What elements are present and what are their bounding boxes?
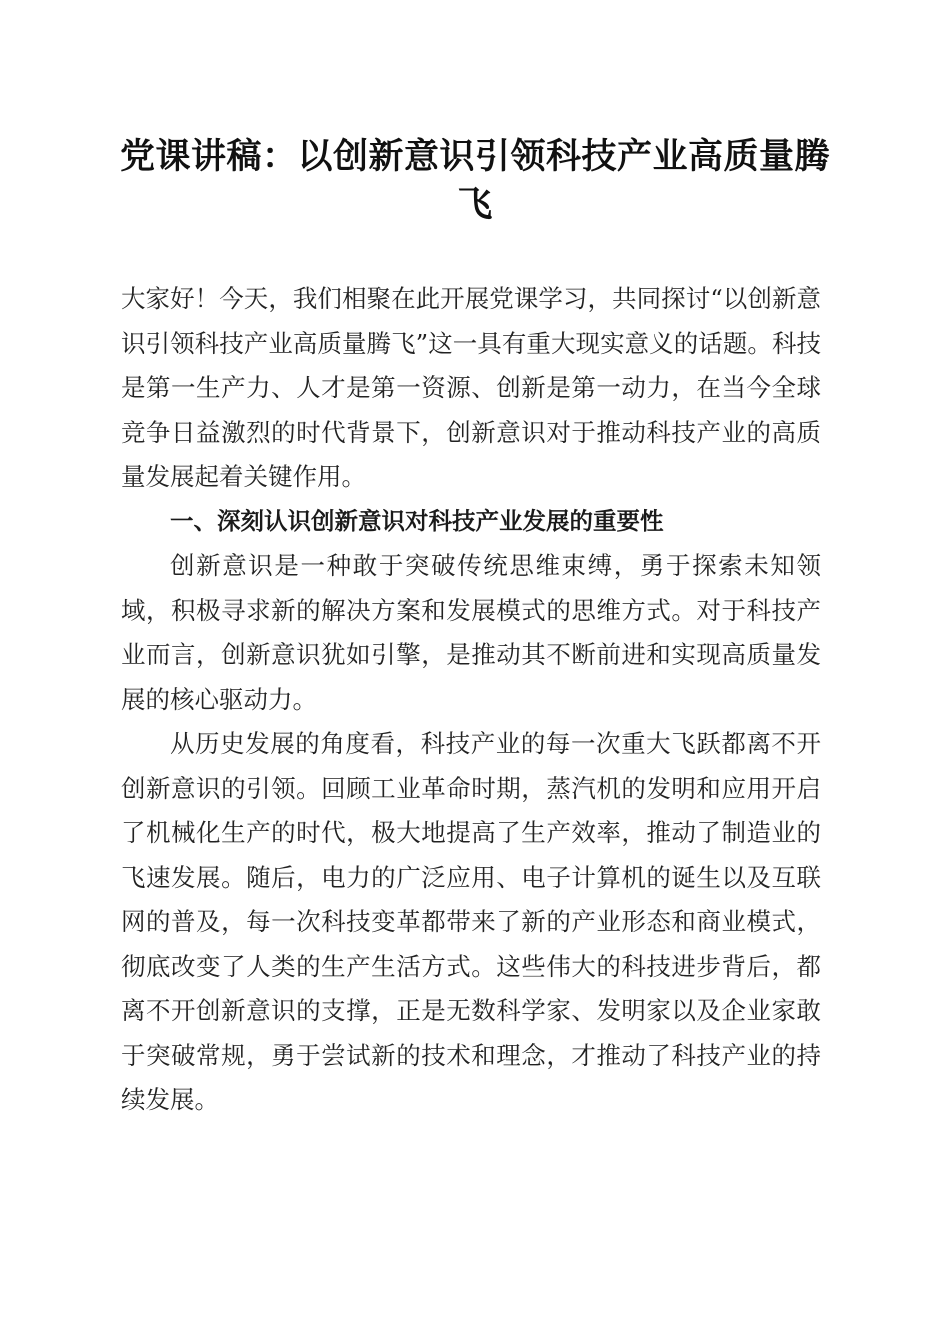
document-title: 党课讲稿：以创新意识引领科技产业高质量腾飞	[119, 136, 830, 225]
section-heading: 一、深刻认识创新意识对科技产业发展的重要性	[170, 507, 664, 535]
intro-paragraph: 大家好！今天，我们相聚在此开展党课学习，共同探讨“以创新意识引领科技产业高质量腾飞”这一具有重大现实意义的话题。科技是第一生产力、人才是第一资源、创新是第一动力，在当今全球竞争日益激烈的时代背景下，创新意识对于推动科技产业的高质量发展起着关键作用。	[121, 284, 821, 491]
body-paragraph: 从历史发展的角度看，科技产业的每一次重大飞跃都离不开创新意识的引领。回顾工业革命时期，蒸汽机的发明和应用开启了机械化生产的时代，极大地提高了生产效率，推动了制造业的飞速发展。随后，电力的广泛应用、电子计算机的诞生以及互联网的普及，每一次科技变革都带来了新的产业形态和商业模式，彻底改变了人类的生产生活方式。这些伟大的科技进步背后，都离不开创新意识的支撑，正是无数科学家、发明家以及企业家敢于突破常规，勇于尝试新的技术和理念，才推动了科技产业的持续发展。	[121, 729, 821, 1114]
body-paragraph: 创新意识是一种敢于突破传统思维束缚，勇于探索未知领域，积极寻求新的解决方案和发展模式的思维方式。对于科技产业而言，创新意识犹如引擎，是推动其不断前进和实现高质量发展的核心驱动力。	[121, 551, 821, 714]
